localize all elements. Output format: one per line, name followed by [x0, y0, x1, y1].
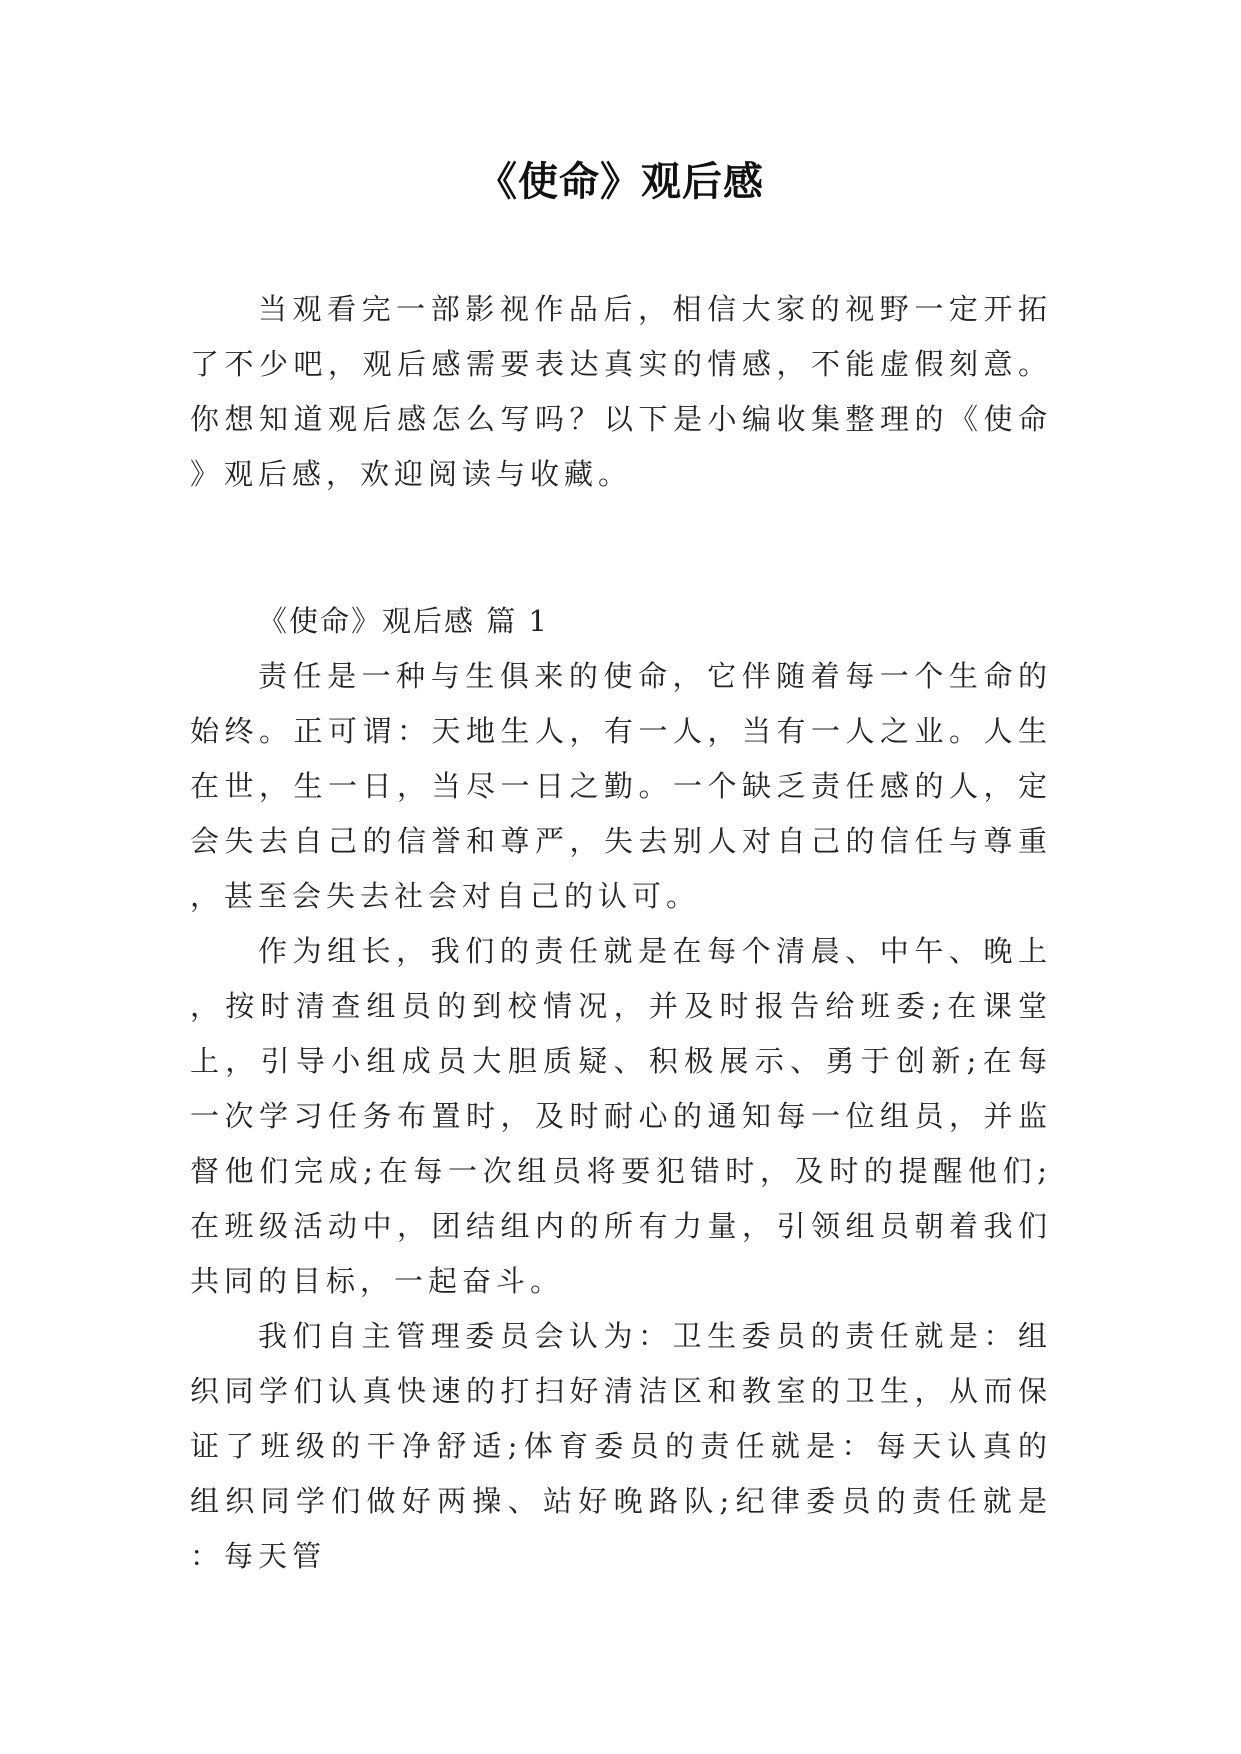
body-paragraph-2: 作为组长，我们的责任就是在每个清晨、中午、晚上，按时清查组员的到校情况，并及时报告给班委;在课堂上，引导小组成员大胆质疑、积极展示、勇于创新;在每一次学习任务布置时，及时耐心的通知每一位组员，并监督他们完成;在每一次组员将要犯错时，及时的提醒他们;在班级活动中，团结组内的所有力量，引领组员朝着我们共同的目标，一起奋斗。 — [190, 934, 1052, 1298]
section-heading: 《使命》观后感 篇 1 — [258, 604, 549, 638]
document-title: 《使命》观后感 — [477, 158, 764, 205]
body-paragraph-3: 我们自主管理委员会认为：卫生委员的责任就是：组织同学们认真快速的打扫好清洁区和教室的卫生，从而保证了班级的干净舒适;体育委员的责任就是：每天认真的组织同学们做好两操、站好晚路队;纪律委员的责任就是：每天管 — [190, 1319, 1052, 1573]
intro-paragraph: 当观看完一部影视作品后，相信大家的视野一定开拓了不少吧，观后感需要表达真实的情感，不能虚假刻意。你想知道观后感怎么写吗？以下是小编收集整理的《使命》观后感，欢迎阅读与收藏。 — [190, 292, 1052, 491]
body-paragraph-1: 责任是一种与生俱来的使命，它伴随着每一个生命的始终。正可谓：天地生人，有一人，当有一人之业。人生在世，生一日，当尽一日之勤。一个缺乏责任感的人，定会失去自己的信誉和尊严，失去别人对自己的信任与尊重，甚至会失去社会对自己的认可。 — [190, 659, 1052, 913]
document-body — [190, 282, 1052, 1584]
